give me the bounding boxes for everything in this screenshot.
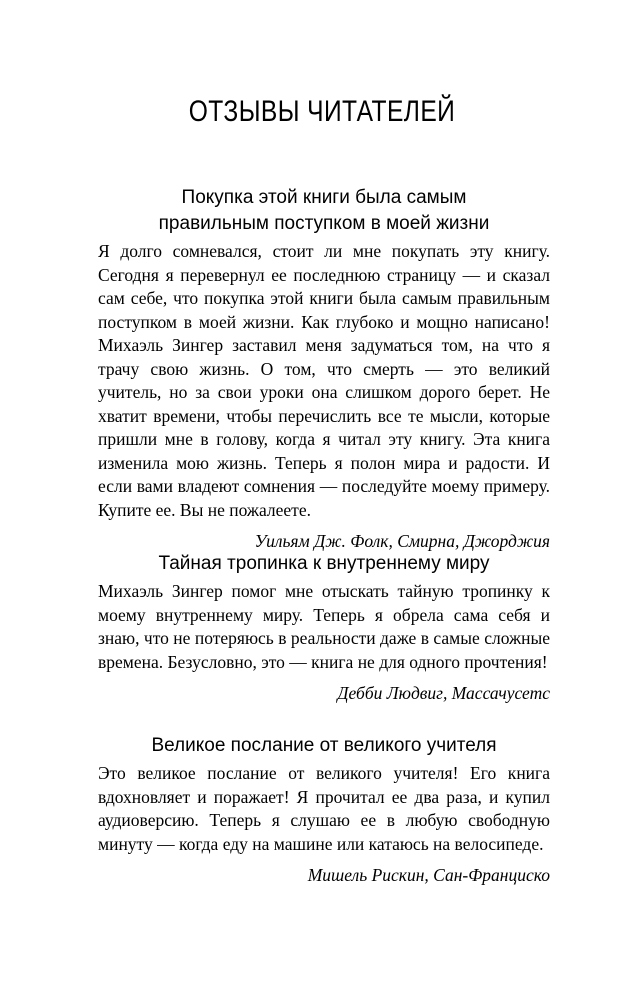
review-text: Михаэль Зингер помог мне отыскать тайную тропинку к моему внутреннему миру. Теперь я обрела сама себя и знаю, что не потеряюсь в реальности даже в самые сложные времена. Безусловно, это — книга не для одного прочтения! xyxy=(98,581,550,672)
review-heading xyxy=(98,185,550,237)
review-heading-line: Великое послание от великого учителя xyxy=(151,735,497,756)
review xyxy=(98,551,550,705)
review-text: Я долго сомневался, стоит ли мне покупать эту книгу. Сегодня я перевернул ее последнюю страницу — и сказал сам себе, что покупка этой книги была самым правильным поступком в моей жизни. Как глубоко и мощно написано! Михаэль Зингер заставил меня задуматься том, на что я трачу свою жизнь. О том, что смерть — это великий учитель, но за свои уроки она слишком дорого берет. Не хватит времени, чтобы перечислить все те мысли, которые пришли мне в голову, когда я читал эту книгу. Эта книга изменила мою жизнь. Теперь я полон мира и радости. И если вами владеют сомнения — последуйте моему примеру. Купите ее. Вы не пожалеете. xyxy=(98,241,550,520)
review xyxy=(98,185,550,553)
review-author: Уильям Дж. Фолк, Смирна, Джорджия xyxy=(254,531,550,551)
review-heading xyxy=(98,551,550,577)
page-title: ОТЗЫВЫ ЧИТАТЕЛЕЙ xyxy=(188,95,456,128)
review-text: Это великое послание от великого учителя! Его книга вдохновляет и поражает! Я прочитал ее два раза, и купил аудиоверсию. Теперь я слушаю ее в любую свободную минуту — когда еду на машине или катаюсь на велосипеде. xyxy=(98,763,550,854)
review-heading-line: правильным поступком в моей жизни xyxy=(158,213,490,234)
review-author: Мишель Рискин, Сан-Франциско xyxy=(307,865,550,885)
review-heading xyxy=(98,733,550,759)
review xyxy=(98,733,550,887)
review-heading-line: Покупка этой книги была самым xyxy=(181,187,467,208)
review-heading-line: Тайная тропинка к внутреннему миру xyxy=(158,553,490,574)
review-author: Дебби Людвиг, Массачусетс xyxy=(337,683,550,703)
